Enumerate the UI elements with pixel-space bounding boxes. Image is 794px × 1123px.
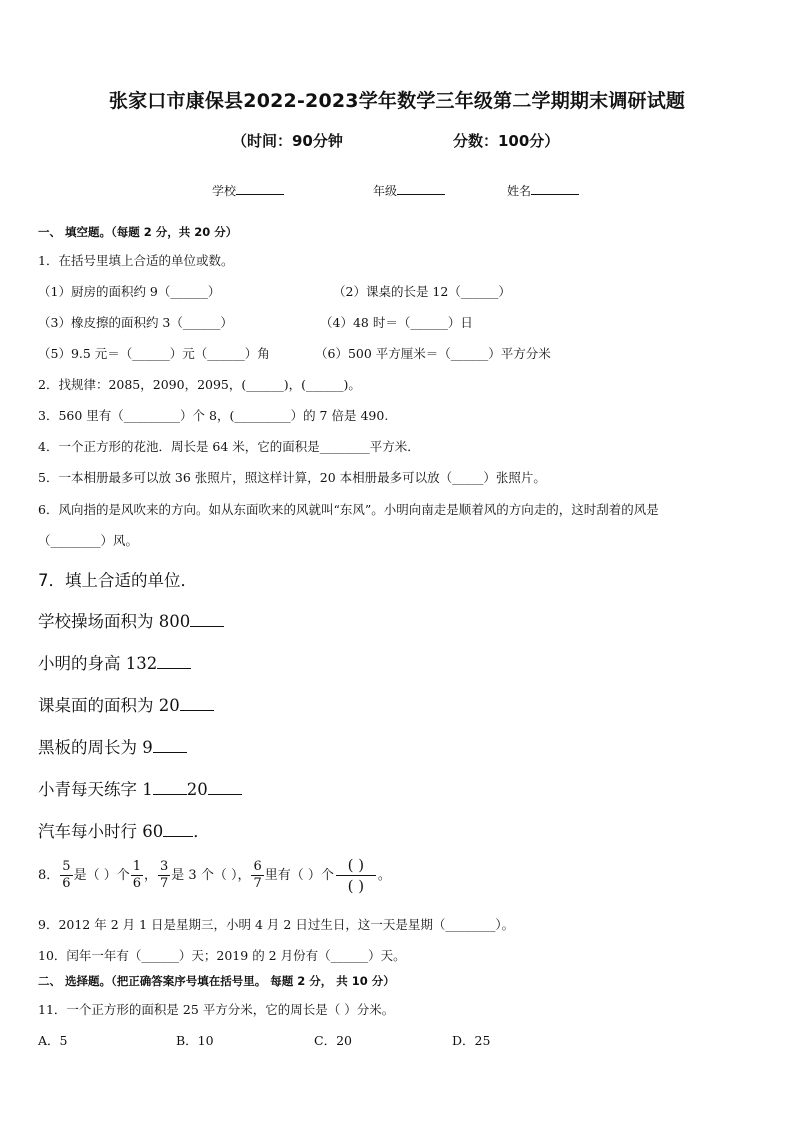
- question-7-stem: 7．填上合适的单位．: [38, 571, 197, 590]
- question-11-stem: 11．一个正方形的面积是 25 平方分米，它的周长是（ ）分米。: [38, 1002, 395, 1017]
- row-number: 132: [125, 654, 158, 673]
- row-text: 小青每天练字: [38, 780, 137, 799]
- question-7-row: [38, 650, 191, 674]
- question-1-item-2: （2）课桌的长是 12（______）: [333, 284, 511, 299]
- row-number: 60: [142, 822, 164, 841]
- question-7-row: [38, 692, 214, 716]
- question-7-row: [38, 818, 210, 842]
- row-text: 课桌面的面积为: [38, 696, 154, 715]
- row-number: 9: [142, 738, 153, 757]
- answer-fraction[interactable]: [336, 855, 376, 896]
- question-1-item-5: （5）9.5 元＝（______）元（______）角: [38, 346, 270, 361]
- answer-blank[interactable]: [208, 780, 242, 795]
- numerator: 5: [62, 859, 71, 874]
- answer-blank[interactable]: [153, 780, 187, 795]
- denominator-blank[interactable]: ( ): [347, 877, 365, 895]
- denominator: 6: [132, 876, 141, 891]
- row-suffix: ．: [193, 822, 210, 841]
- question-number: 8．: [38, 868, 60, 883]
- question-text: 是（ ）个: [73, 868, 130, 883]
- question-9: 9．2012 年 2 月 1 日是星期三，小明 4 月 2 日过生日，这一天是星期（________）。: [38, 917, 515, 932]
- question-2: 2．找规律：2085，2090，2095，(______)，(______)。: [38, 377, 361, 392]
- page-title: 张家口市康保县2022-2023学年数学三年级第二学期期末调研试题: [108, 90, 686, 112]
- question-7-row: [38, 776, 242, 800]
- question-text: 是 3 个（ ），: [171, 868, 251, 883]
- row-number: 20: [158, 696, 180, 715]
- question-6-line-2: （________）风。: [38, 533, 139, 548]
- fraction: [60, 859, 72, 892]
- score-label: 分数：100分）: [453, 132, 560, 150]
- question-7-row: [38, 734, 187, 758]
- option-b[interactable]: B．10: [176, 1033, 214, 1048]
- row-text: 小明的身高: [38, 654, 121, 673]
- answer-blank[interactable]: [157, 654, 191, 669]
- grade-field: [373, 182, 445, 199]
- question-1-stem: 1．在括号里填上合适的单位或数。: [38, 253, 234, 268]
- question-1-item-4: （4）48 时＝（______）日: [320, 315, 473, 330]
- answer-blank[interactable]: [190, 612, 224, 627]
- option-d[interactable]: D．25: [452, 1033, 491, 1048]
- section-1-heading: 一、 填空题。（每题 2 分，共 20 分）: [38, 225, 238, 239]
- option-a[interactable]: A．5: [38, 1033, 68, 1048]
- numerator: 1: [132, 859, 141, 874]
- fraction: [158, 859, 170, 892]
- numerator-blank[interactable]: ( ): [336, 855, 376, 876]
- row-number: 800: [158, 612, 191, 631]
- name-label: 姓名: [507, 184, 532, 198]
- answer-blank[interactable]: [180, 696, 214, 711]
- question-4: 4．一个正方形的花池．周长是 64 米，它的面积是________平方米．: [38, 439, 420, 454]
- row-text: 汽车每小时行: [38, 822, 137, 841]
- grade-label: 年级: [373, 184, 398, 198]
- fraction: [251, 859, 263, 892]
- question-6-line-1: 6．风向指的是风吹来的方向。如从东面吹来的风就叫“东风”。小明向南走是顺着风的方向走的，这时刮着的风是: [38, 502, 659, 517]
- question-end: 。: [377, 868, 391, 883]
- name-field: [507, 182, 579, 199]
- answer-blank[interactable]: [153, 738, 187, 753]
- denominator: 7: [160, 876, 169, 891]
- row-text: 黑板的周长为: [38, 738, 137, 757]
- row-number: 1: [142, 780, 153, 799]
- denominator: 7: [253, 876, 262, 891]
- question-1-item-1: （1）厨房的面积约 9（______）: [38, 284, 221, 299]
- school-blank[interactable]: [236, 184, 284, 195]
- question-1-item-6: （6）500 平方厘米＝（______）平方分米: [315, 346, 551, 361]
- separator: ，: [143, 868, 157, 883]
- question-1-item-3: （3）橡皮擦的面积约 3（______）: [38, 315, 233, 330]
- time-label: （时间：90分钟: [232, 132, 343, 150]
- question-text: 里有（ ）个: [264, 868, 334, 883]
- answer-blank[interactable]: [163, 822, 193, 837]
- fraction: [131, 859, 143, 892]
- denominator: 6: [62, 876, 71, 891]
- numerator: 3: [160, 859, 169, 874]
- school-label: 学校: [212, 184, 237, 198]
- name-blank[interactable]: [531, 184, 579, 195]
- question-7-row: [38, 608, 224, 632]
- question-8: [38, 855, 391, 896]
- school-field: [212, 182, 284, 199]
- row-number: 20: [186, 780, 208, 799]
- option-c[interactable]: C．20: [314, 1033, 352, 1048]
- grade-blank[interactable]: [397, 184, 445, 195]
- question-3: 3．560 里有（_________）个 8，(_________）的 7 倍是 490.: [38, 408, 389, 423]
- question-5: 5．一本相册最多可以放 36 张照片，照这样计算，20 本相册最多可以放（_____）张照片。: [38, 470, 546, 485]
- row-text: 学校操场面积为: [38, 612, 154, 631]
- question-10: 10．闰年一年有（______）天；2019 的 2 月份有（______）天。: [38, 948, 406, 963]
- section-2-heading: 二、 选择题。（把正确答案序号填在括号里。 每题 2 分， 共 10 分）: [38, 974, 395, 988]
- numerator: 6: [253, 859, 262, 874]
